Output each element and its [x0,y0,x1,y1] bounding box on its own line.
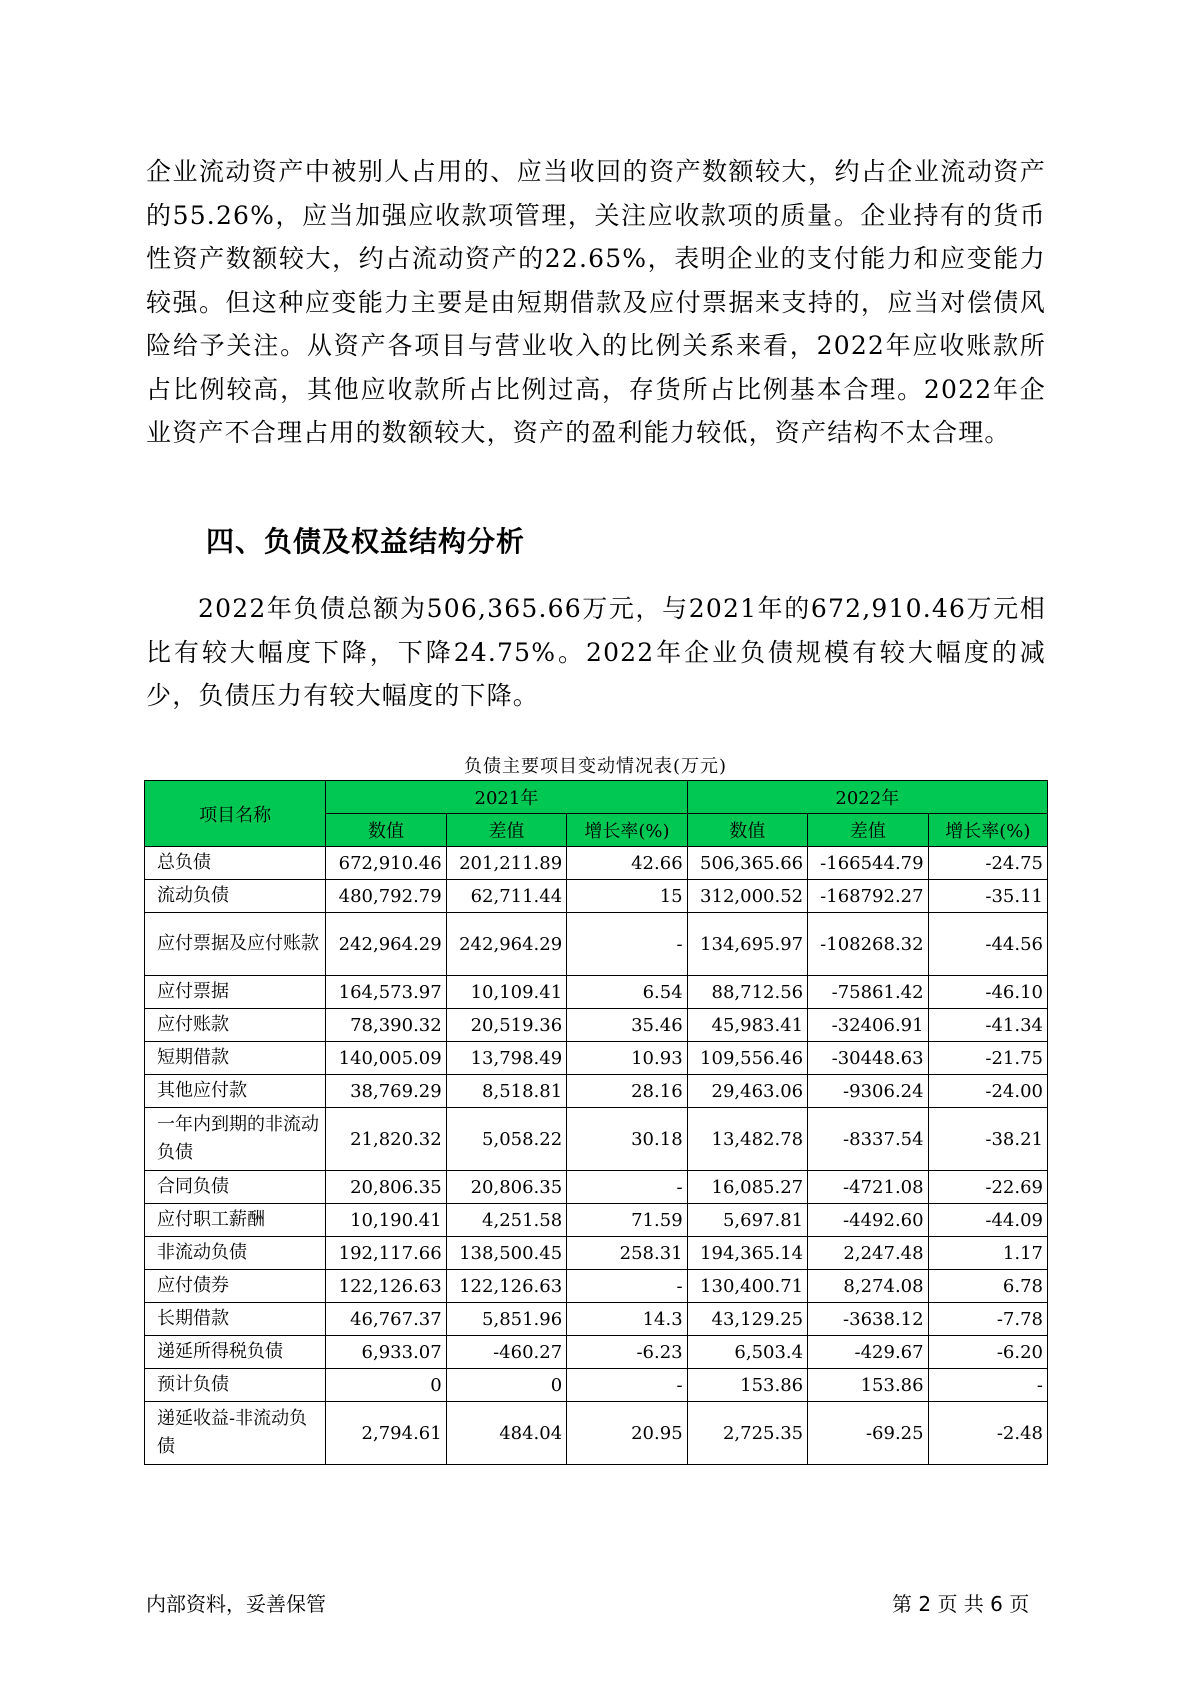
row-label: 非流动负债 [145,1237,326,1270]
table-cell: - [567,1270,687,1303]
header-rate-2021: 增长率(%) [567,814,687,847]
table-cell: 20.95 [567,1402,687,1465]
table-cell: 29,463.06 [687,1075,807,1108]
table-cell: -9306.24 [808,1075,928,1108]
table-cell: 10,190.41 [326,1204,446,1237]
table-cell: 138,500.45 [446,1237,566,1270]
table-cell: 140,005.09 [326,1042,446,1075]
table-cell: 312,000.52 [687,880,807,913]
table-cell: 484.04 [446,1402,566,1465]
table-cell: -35.11 [928,880,1047,913]
table-cell: 78,390.32 [326,1009,446,1042]
table-cell: 506,365.66 [687,847,807,880]
table-cell: 10.93 [567,1042,687,1075]
table-row [145,1237,1048,1270]
table-cell: -41.34 [928,1009,1047,1042]
table-cell: 5,851.96 [446,1303,566,1336]
table-cell: -32406.91 [808,1009,928,1042]
table-cell: -46.10 [928,976,1047,1009]
table-cell: -44.56 [928,913,1047,976]
table-cell: 38,769.29 [326,1075,446,1108]
table-cell: 8,518.81 [446,1075,566,1108]
table-cell: -22.69 [928,1171,1047,1204]
row-label: 合同负债 [145,1171,326,1204]
table-cell: 30.18 [567,1108,687,1171]
table-caption: 负债主要项目变动情况表(万元) [463,756,728,777]
table-cell: 2,794.61 [326,1402,446,1465]
table-cell: -108268.32 [808,913,928,976]
row-label: 总负债 [145,847,326,880]
table-cell: 62,711.44 [446,880,566,913]
table-cell: 153.86 [687,1369,807,1402]
table-cell: -4492.60 [808,1204,928,1237]
table-cell: 242,964.29 [446,913,566,976]
table-row [145,913,1048,976]
row-label: 应付债券 [145,1270,326,1303]
table-cell: - [928,1369,1047,1402]
table-cell: 20,519.36 [446,1009,566,1042]
table-cell: -7.78 [928,1303,1047,1336]
table-row [145,976,1048,1009]
table-cell: -30448.63 [808,1042,928,1075]
body-paragraph-2: 2022年负债总额为506,365.66万元，与2021年的672,910.46万元相比有较大幅度下降，下降24.75%。2022年企业负债规模有较大幅度的减少，负债压力有较大幅度的下降。 [146,594,1046,710]
table-cell: -44.09 [928,1204,1047,1237]
table-cell: 8,274.08 [808,1270,928,1303]
table-cell: -460.27 [446,1336,566,1369]
table-cell: 15 [567,880,687,913]
table-cell: 6,503.4 [687,1336,807,1369]
header-diff-2021: 差值 [446,814,566,847]
table-row [145,1042,1048,1075]
table-cell: 0 [446,1369,566,1402]
table-cell: 14.3 [567,1303,687,1336]
table-row [145,1171,1048,1204]
table-row [145,1075,1048,1108]
body-paragraph-1: 企业流动资产中被别人占用的、应当收回的资产数额较大，约占企业流动资产的55.26%，应当加强应收款项管理，关注应收款项的质量。企业持有的货币性资产数额较大，约占流动资产的22.65%，表明企业的支付能力和应变能力较强。但这种应变能力主要是由短期借款及应付票据来支持的，应当对偿债风险给予关注。从资产各项目与营业收入的比例关系来看，2022年应收账款所占比例较高，其他应收款所占比例过高，存货所占比例基本合理。2022年企业资产不合理占用的数额较大，资产的盈利能力较低，资产结构不太合理。 [146,157,1046,447]
header-value-2021: 数值 [326,814,446,847]
table-cell: 1.17 [928,1237,1047,1270]
table-cell: 42.66 [567,847,687,880]
table-cell: 0 [326,1369,446,1402]
row-label: 应付账款 [145,1009,326,1042]
table-cell: 134,695.97 [687,913,807,976]
table-cell: 480,792.79 [326,880,446,913]
table-row [145,1336,1048,1369]
table-cell: 13,798.49 [446,1042,566,1075]
table-cell: 2,725.35 [687,1402,807,1465]
table-cell: -6.23 [567,1336,687,1369]
table-cell: -3638.12 [808,1303,928,1336]
table-cell: 6.54 [567,976,687,1009]
section-heading: 四、负债及权益结构分析 [206,525,526,558]
header-item-name: 项目名称 [145,781,326,847]
table-cell: 164,573.97 [326,976,446,1009]
table-row [145,1303,1048,1336]
table-row [145,1369,1048,1402]
header-year-2021: 2021年 [326,781,687,814]
table-cell: 5,697.81 [687,1204,807,1237]
table-cell: 242,964.29 [326,913,446,976]
table-cell: 88,712.56 [687,976,807,1009]
table-cell: 201,211.89 [446,847,566,880]
table-cell: - [567,1171,687,1204]
table-cell: -6.20 [928,1336,1047,1369]
table-cell: - [567,1369,687,1402]
table-row [145,1009,1048,1042]
row-label: 递延所得税负债 [145,1336,326,1369]
table-cell: -24.00 [928,1075,1047,1108]
table-cell: -24.75 [928,847,1047,880]
row-label: 应付票据及应付账款 [145,913,326,976]
table-cell: - [567,913,687,976]
table-cell: 4,251.58 [446,1204,566,1237]
table-cell: 5,058.22 [446,1108,566,1171]
header-diff-2022: 差值 [808,814,928,847]
header-value-2022: 数值 [687,814,807,847]
table-cell: 2,247.48 [808,1237,928,1270]
row-label: 其他应付款 [145,1075,326,1108]
row-label: 流动负债 [145,880,326,913]
table-cell: -429.67 [808,1336,928,1369]
table-cell: 6,933.07 [326,1336,446,1369]
table-cell: 130,400.71 [687,1270,807,1303]
table-cell: 672,910.46 [326,847,446,880]
row-label: 长期借款 [145,1303,326,1336]
table-cell: -2.48 [928,1402,1047,1465]
table-row [145,1108,1048,1171]
table-cell: -38.21 [928,1108,1047,1171]
table-row [145,1402,1048,1465]
row-label: 递延收益-非流动负债 [145,1402,326,1465]
table-row [145,1204,1048,1237]
table-cell: 109,556.46 [687,1042,807,1075]
table-cell: 122,126.63 [326,1270,446,1303]
table-cell: 46,767.37 [326,1303,446,1336]
table-cell: -168792.27 [808,880,928,913]
table-cell: 192,117.66 [326,1237,446,1270]
table-cell: 71.59 [567,1204,687,1237]
footer-confidential: 内部资料，妥善保管 [146,1592,326,1616]
row-label: 预计负债 [145,1369,326,1402]
row-label: 一年内到期的非流动负债 [145,1108,326,1171]
table-cell: 122,126.63 [446,1270,566,1303]
table-cell: -21.75 [928,1042,1047,1075]
footer-page-number: 第 2 页 共 6 页 [892,1592,1030,1616]
table-cell: -75861.42 [808,976,928,1009]
table-cell: 28.16 [567,1075,687,1108]
table-cell: 153.86 [808,1369,928,1402]
liability-table [144,780,1048,1465]
table-cell: 10,109.41 [446,976,566,1009]
row-label: 短期借款 [145,1042,326,1075]
table-row [145,1270,1048,1303]
table-cell: 6.78 [928,1270,1047,1303]
table-cell: -4721.08 [808,1171,928,1204]
table-cell: 43,129.25 [687,1303,807,1336]
header-rate-2022: 增长率(%) [928,814,1047,847]
row-label: 应付票据 [145,976,326,1009]
table-row [145,847,1048,880]
table-row [145,880,1048,913]
table-cell: -69.25 [808,1402,928,1465]
header-year-2022: 2022年 [687,781,1047,814]
table-cell: -166544.79 [808,847,928,880]
row-label: 应付职工薪酬 [145,1204,326,1237]
table-cell: 45,983.41 [687,1009,807,1042]
table-cell: 194,365.14 [687,1237,807,1270]
table-cell: 35.46 [567,1009,687,1042]
table-cell: 16,085.27 [687,1171,807,1204]
table-cell: 20,806.35 [326,1171,446,1204]
table-cell: 13,482.78 [687,1108,807,1171]
table-cell: -8337.54 [808,1108,928,1171]
table-cell: 258.31 [567,1237,687,1270]
table-cell: 21,820.32 [326,1108,446,1171]
table-cell: 20,806.35 [446,1171,566,1204]
